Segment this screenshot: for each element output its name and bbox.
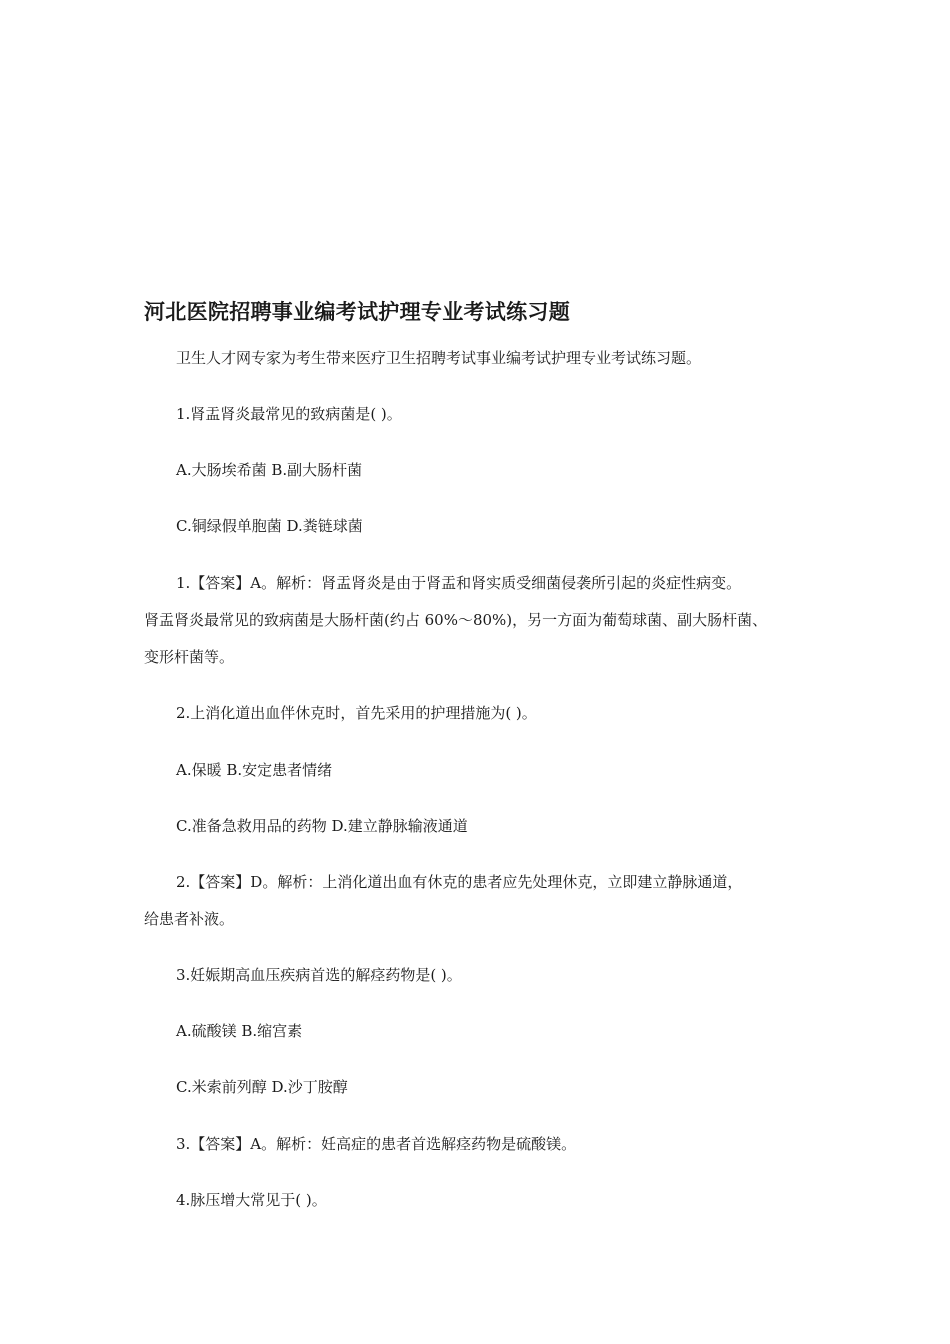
question-3: 3.妊娠期高血压疾病首选的解痉药物是( )。 xyxy=(176,966,462,984)
question-4: 4.脉压增大常见于( )。 xyxy=(176,1191,327,1209)
question-1: 1.肾盂肾炎最常见的致病菌是( )。 xyxy=(176,405,402,423)
answer-1-line-3: 变形杆菌等。 xyxy=(144,648,235,666)
intro-paragraph: 卫生人才网专家为考生带来医疗卫生招聘考试事业编考试护理专业考试练习题。 xyxy=(176,349,702,367)
document-title: 河北医院招聘事业编考试护理专业考试练习题 xyxy=(144,300,570,324)
question-2-options-ab: A.保暖 B.安定患者情绪 xyxy=(176,761,333,779)
answer-1-line-1: 1.【答案】A。解析：肾盂肾炎是由于肾盂和肾实质受细菌侵袭所引起的炎症性病变。 xyxy=(176,574,742,592)
question-3-options-ab: A.硫酸镁 B.缩宫素 xyxy=(176,1022,303,1040)
question-2: 2.上消化道出血伴休克时，首先采用的护理措施为( )。 xyxy=(176,704,537,722)
question-2-options-cd: C.准备急救用品的药物 D.建立静脉输液通道 xyxy=(176,817,468,835)
answer-1-line-2: 肾盂肾炎最常见的致病菌是大肠杆菌(约占 60%～80%)，另一方面为葡萄球菌、副大肠杆菌、 xyxy=(144,611,768,629)
question-1-options-cd: C.铜绿假单胞菌 D.粪链球菌 xyxy=(176,517,363,535)
question-3-options-cd: C.米索前列醇 D.沙丁胺醇 xyxy=(176,1078,348,1096)
question-1-options-ab: A.大肠埃希菌 B.副大肠杆菌 xyxy=(176,461,363,479)
answer-3-line-1: 3.【答案】A。解析：妊高症的患者首选解痉药物是硫酸镁。 xyxy=(176,1135,577,1153)
answer-2-line-1: 2.【答案】D。解析：上消化道出血有休克的患者应先处理休克，立即建立静脉通道， xyxy=(176,873,743,891)
answer-2-line-2: 给患者补液。 xyxy=(144,910,235,928)
